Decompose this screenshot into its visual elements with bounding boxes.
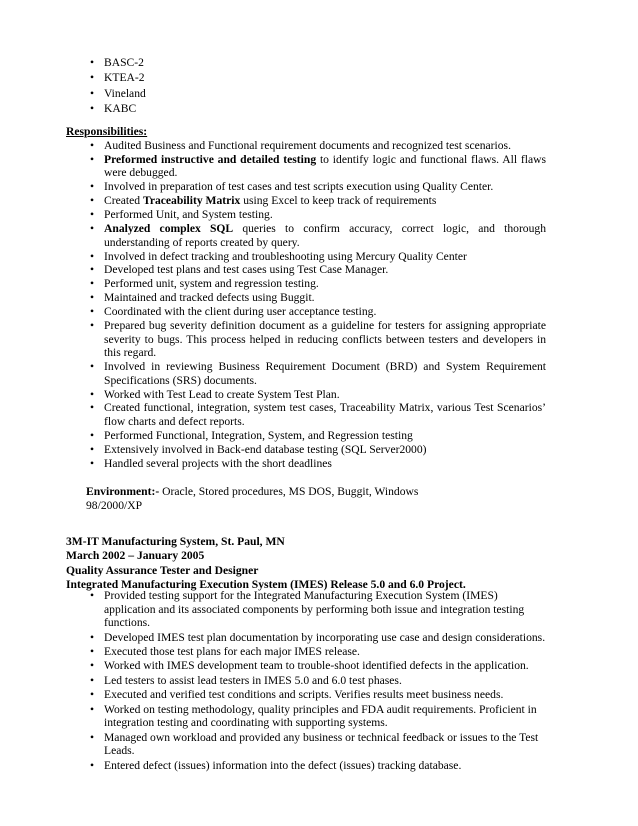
list-item: • Executed and verified test conditions and scripts. Verifies results meet business needs. <box>104 688 546 702</box>
list-item: • Executed those test plans for each major IMES release. <box>104 645 546 659</box>
bullet-icon: • <box>89 456 95 470</box>
bullet-icon: • <box>89 152 95 166</box>
list-item: • Performed unit, system and regression testing. <box>104 277 546 291</box>
bullet-icon: • <box>89 56 95 69</box>
bullet-icon: • <box>89 139 95 152</box>
list-item: • Vineland <box>104 87 554 102</box>
list-item: • Performed Functional, Integration, System, and Regression testing <box>104 429 546 443</box>
bullet-icon: • <box>89 180 95 194</box>
list-item: • KABC <box>104 102 554 117</box>
list-item: • KTEA-2 <box>104 71 554 86</box>
bullet-icon: • <box>89 659 95 673</box>
list-item: • Preformed instructive and detailed testing to identify logic and functional flaws. All flaws were debugged. <box>104 153 546 180</box>
bullet-icon: • <box>89 758 95 772</box>
list-item: • Involved in preparation of test cases and test scripts execution using Quality Center. <box>104 180 546 194</box>
bullet-icon: • <box>89 86 95 100</box>
bullet-icon: • <box>89 208 95 222</box>
bullet-icon: • <box>89 442 95 456</box>
project-title: Integrated Manufacturing Execution System (IMES) Release 5.0 and 6.0 Project. <box>66 577 466 591</box>
bullet-icon: • <box>89 360 95 374</box>
list-item: • Provided testing support for the Integrated Manufacturing Execution System (IMES) application and its associated components by performing both issue and integration testing functions. <box>104 589 546 630</box>
list-item: • Maintained and tracked defects using Buggit. <box>104 291 546 305</box>
responsibilities-list <box>89 139 546 471</box>
bullet-icon: • <box>89 401 95 415</box>
responsibilities-heading: Responsibilities: <box>66 125 148 138</box>
bullet-icon: • <box>89 71 95 85</box>
bullet-icon: • <box>89 222 95 236</box>
job-title: Quality Assurance Tester and Designer <box>66 563 259 577</box>
list-item: • Led testers to assist lead testers in IMES 5.0 and 6.0 test phases. <box>104 674 546 688</box>
bullet-icon: • <box>89 730 95 744</box>
bullet-icon: • <box>89 194 95 208</box>
bullet-icon: • <box>89 688 95 702</box>
list-item: • Audited Business and Functional requirement documents and recognized test scenarios. <box>104 139 546 153</box>
job-dates: March 2002 – January 2005 <box>66 549 205 563</box>
bullet-icon: • <box>89 263 95 277</box>
assessment-list <box>89 56 554 118</box>
bullet-icon: • <box>89 102 95 116</box>
list-item: • Created Traceability Matrix using Excel to keep track of requirements <box>104 194 546 208</box>
list-item: • Entered defect (issues) information into the defect (issues) tracking database. <box>104 759 546 773</box>
list-item: • Prepared bug severity definition document as a guideline for testers for assigning appropriate severity to bugs. This process helped in reducing conflicts between testers and developers in this regard. <box>104 319 546 360</box>
bullet-icon: • <box>89 702 95 716</box>
environment-line <box>86 485 436 513</box>
bullet-icon: • <box>89 305 95 319</box>
job-header <box>66 535 586 592</box>
bullet-icon: • <box>89 673 95 687</box>
bullet-icon: • <box>89 291 95 305</box>
list-item: • Handled several projects with the short deadlines <box>104 457 546 471</box>
list-item: • Worked on testing methodology, quality principles and FDA audit requirements. Proficient in integration testing and coordinating with supporting systems. <box>104 703 546 730</box>
environment-text: Oracle, Stored procedures, MS DOS, Buggit, Windows 98/2000/XP <box>86 485 419 512</box>
bullet-icon: • <box>89 249 95 263</box>
bullet-icon: • <box>89 589 95 602</box>
list-item: • Analyzed complex SQL queries to confirm accuracy, correct logic, and thorough understanding of reports created by query. <box>104 222 546 249</box>
bullet-icon: • <box>89 630 95 644</box>
list-item: • Managed own workload and provided any business or technical feedback or issues to the Test Leads. <box>104 731 546 758</box>
list-item: • Coordinated with the client during user acceptance testing. <box>104 305 546 319</box>
bullet-icon: • <box>89 387 95 401</box>
bullet-icon: • <box>89 318 95 332</box>
company: 3M-IT Manufacturing System, St. Paul, MN <box>66 535 285 548</box>
list-item: • Involved in defect tracking and troubleshooting using Mercury Quality Center <box>104 250 546 264</box>
bullet-icon: • <box>89 277 95 291</box>
list-item: • Extensively involved in Back-end database testing (SQL Server2000) <box>104 443 546 457</box>
job-bullets <box>89 589 546 773</box>
list-item: • BASC-2 <box>104 56 554 71</box>
list-item: • Worked with IMES development team to trouble-shoot identified defects in the application. <box>104 659 546 673</box>
environment-label: Environment:- <box>86 485 160 498</box>
bullet-icon: • <box>89 644 95 658</box>
bullet-icon: • <box>89 428 95 442</box>
list-item: • Worked with Test Lead to create System Test Plan. <box>104 388 546 402</box>
list-item: • Created functional, integration, system test cases, Traceability Matrix, various Test Scenarios’ flow charts and defect reports. <box>104 401 546 428</box>
list-item: • Involved in reviewing Business Requirement Document (BRD) and System Requirement Specifications (SRS) documents. <box>104 360 546 387</box>
list-item: • Performed Unit, and System testing. <box>104 208 546 222</box>
list-item: • Developed test plans and test cases using Test Case Manager. <box>104 263 546 277</box>
list-item: • Developed IMES test plan documentation by incorporating use case and design considerations. <box>104 631 546 645</box>
